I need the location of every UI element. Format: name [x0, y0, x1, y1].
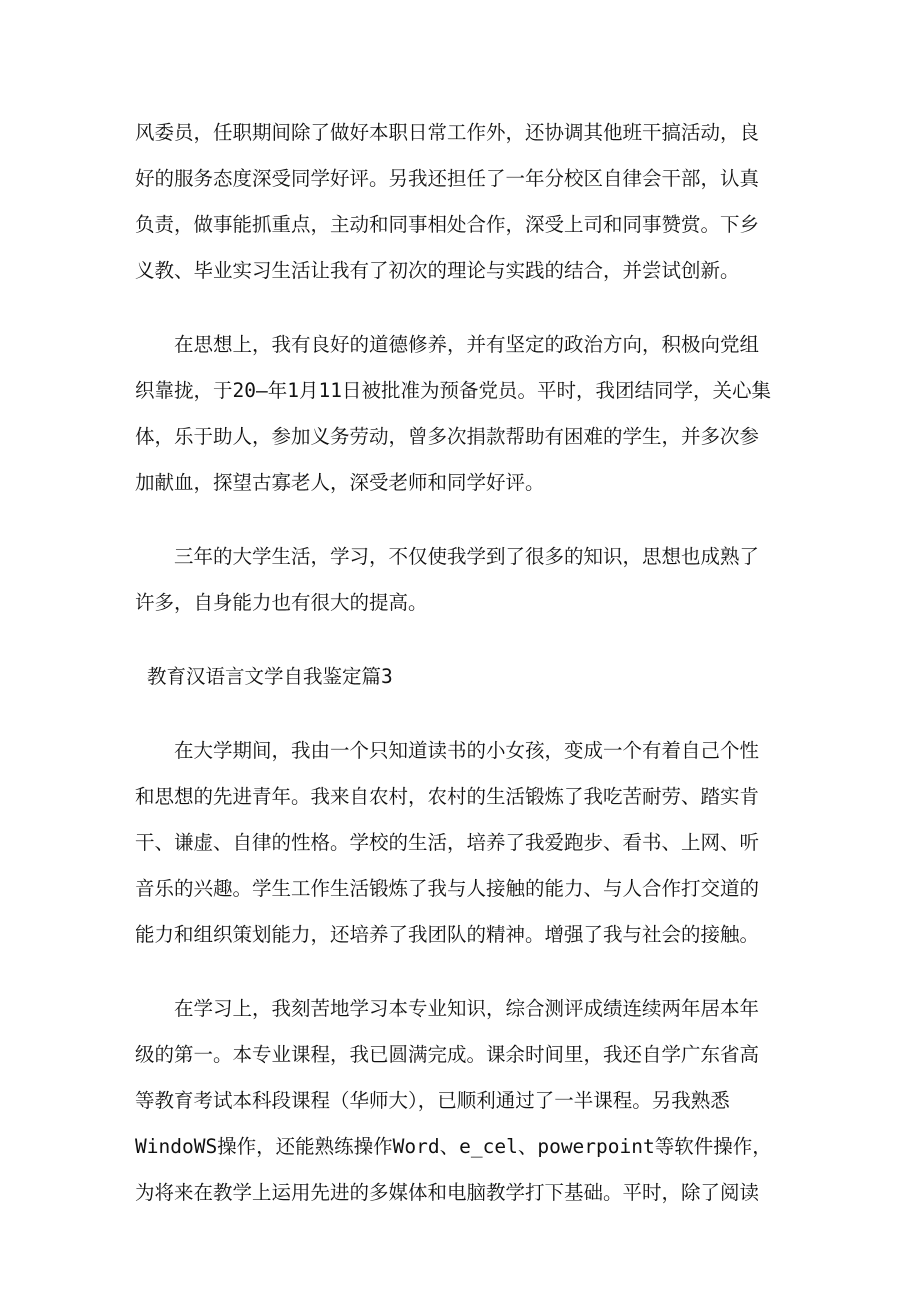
text-line: 干、谦虚、自律的性格。学校的生活，培养了我爱跑步、看书、上网、听 [135, 831, 760, 854]
text-line: 风委员，任职期间除了做好本职日常工作外，还协调其他班干搞活动，良 [135, 121, 760, 144]
text-line: 和思想的先进青年。我来自农村，农村的生活锻炼了我吃苦耐劳、踏实肯 [135, 785, 760, 808]
section-heading-text: 教育汉语言文学自我鉴定篇3 [147, 665, 393, 688]
text-line: 在学习上，我刻苦地学习本专业知识，综合测评成绩连续两年居本年 [135, 997, 760, 1020]
text-line: WindoWS操作，还能熟练操作Word、e_cel、powerpoint等软件操作， [135, 1135, 772, 1158]
paragraph [135, 534, 785, 626]
text-line: 负责，做事能抓重点，主动和同事相处合作，深受上司和同事赞赏。下乡 [135, 213, 760, 236]
text-line: 许多，自身能力也有很大的提高。 [135, 591, 428, 614]
text-line: 在思想上，我有良好的道德修养，并有坚定的政治方向，积极向党组 [135, 333, 760, 356]
text-line: 在大学期间，我由一个只知道读书的小女孩，变成一个有着自己个性 [135, 739, 760, 762]
text-line: 等教育考试本科段课程（华师大），已顺利通过了一半课程。另我熟悉 [135, 1089, 730, 1112]
text-line: 体，乐于助人，参加义务劳动，曾多次捐款帮助有困难的学生，并多次参 [135, 425, 760, 448]
text-line: 加献血，探望古寡老人，深受老师和同学好评。 [135, 471, 545, 494]
document-body [135, 110, 785, 1244]
text-line: 音乐的兴趣。学生工作生活锻炼了我与人接触的能力、与人合作打交道的 [135, 877, 760, 900]
paragraph [135, 986, 785, 1216]
text-line: 义教、毕业实习生活让我有了初次的理论与实践的结合，并尝试创新。 [135, 259, 740, 282]
text-line: 级的第一。本专业课程，我已圆满完成。课余时间里，我还自学广东省高 [135, 1043, 760, 1066]
paragraph [135, 322, 785, 506]
text-line: 织靠拢，于20—年1月11日被批准为预备党员。平时，我团结同学，关心集 [135, 379, 771, 402]
section-heading [135, 654, 785, 700]
text-line: 为将来在教学上运用先进的多媒体和电脑教学打下基础。平时，除了阅读 [135, 1181, 760, 1204]
paragraph [135, 110, 785, 294]
paragraph [135, 728, 785, 958]
text-line: 好的服务态度深受同学好评。另我还担任了一年分校区自律会干部，认真 [135, 167, 760, 190]
text-line: 能力和组织策划能力，还培养了我团队的精神。增强了我与社会的接触。 [135, 923, 760, 946]
text-line: 三年的大学生活，学习，不仅使我学到了很多的知识，思想也成熟了 [135, 545, 760, 568]
